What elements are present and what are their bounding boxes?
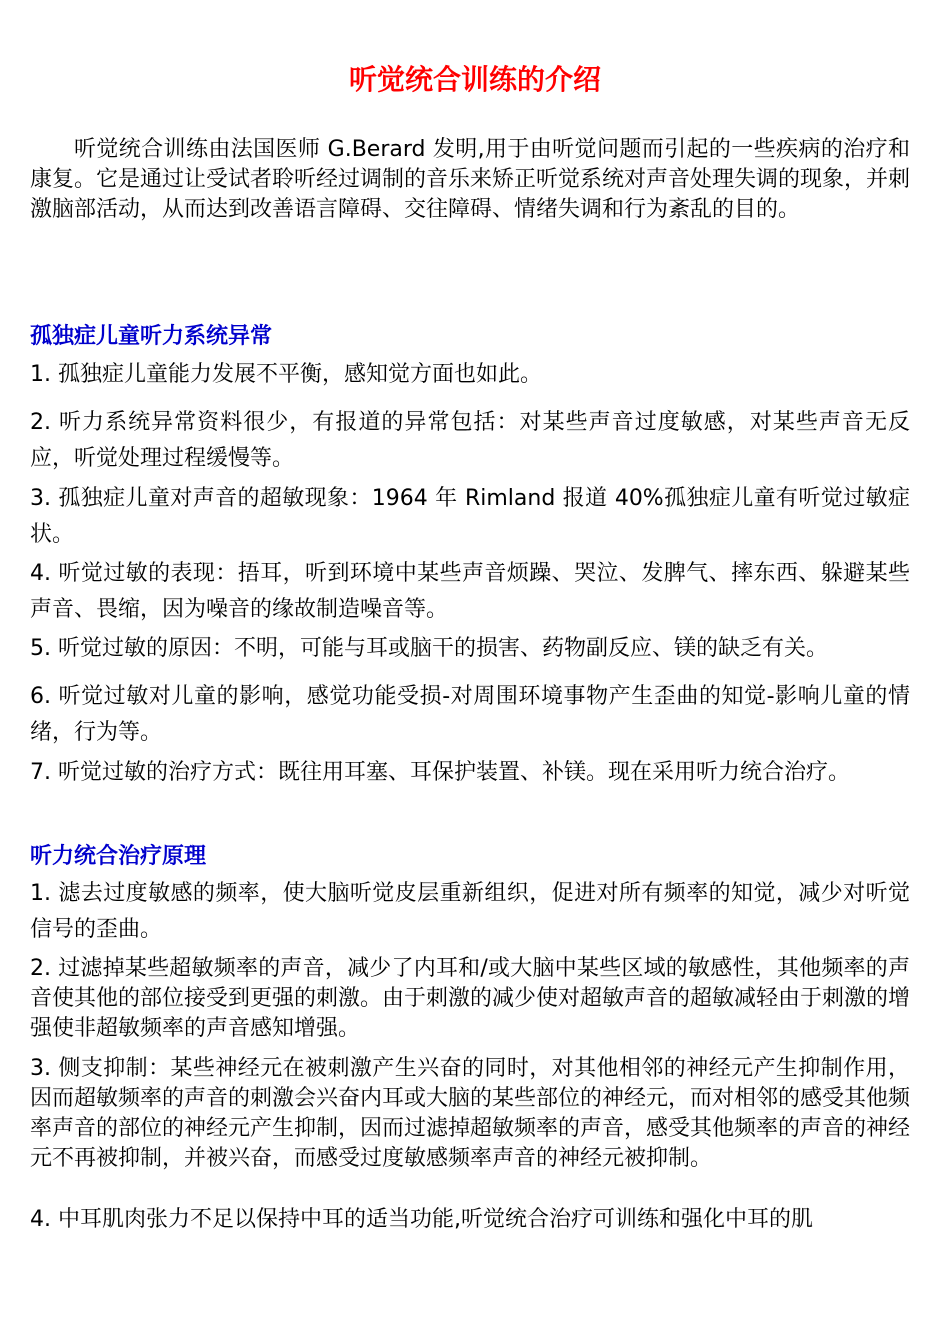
list-item: 3. 侧支抑制：某些神经元在被刺激产生兴奋的同时，对其他相邻的神经元产生抑制作用，因而超敏频率的声音的刺激会兴奋内耳或大脑的某些部位的神经元，而对相邻的感受其他频率声音的部位的神经元产生抑制，因而过滤掉超敏频率的声音，感受其他频率的声音的神经元不再被抑制，并被兴奋，而感受过度敏感频率声音的神经元被抑制。 — [30, 1056, 911, 1171]
list-item: 3. 孤独症儿童对声音的超敏现象：1964 年 Rimland 报道 40%孤独症儿童有听觉过敏症状。 — [30, 486, 910, 547]
list-item: 1. 孤独症儿童能力发展不平衡，感知觉方面也如此。 — [30, 362, 542, 387]
list-item: 2. 听力系统异常资料很少，有报道的异常包括：对某些声音过度敏感，对某些声音无反应，听觉处理过程缓慢等。 — [30, 410, 910, 471]
list-item: 4. 听觉过敏的表现：捂耳，听到环境中某些声音烦躁、哭泣、发脾气、摔东西、躲避某些声音、畏缩，因为噪音的缘故制造噪音等。 — [30, 561, 910, 622]
document-title: 听觉统合训练的介绍 — [348, 63, 601, 96]
list-item: 2. 过滤掉某些超敏频率的声音，减少了内耳和/或大脑中某些区域的敏感性，其他频率的声音使其他的部位接受到更强的刺激。由于刺激的减少使对超敏声音的超敏减轻由于刺激的增强使非超敏频率的声音感知增强。 — [30, 956, 911, 1041]
list-item: 7. 听觉过敏的治疗方式：既往用耳塞、耳保护装置、补镁。现在采用听力统合治疗。 — [30, 760, 850, 785]
list-item: 5. 听觉过敏的原因：不明，可能与耳或脑干的损害、药物副反应、镁的缺乏有关。 — [30, 636, 828, 661]
list-item: 6. 听觉过敏对儿童的影响，感觉功能受损-对周围环境事物产生歪曲的知觉-影响儿童的情绪，行为等。 — [30, 684, 910, 745]
intro-paragraph: 听觉统合训练由法国医师 G.Berard 发明,用于由听觉问题而引起的一些疾病的治疗和康复。它是通过让受试者聆听经过调制的音乐来矫正听觉系统对声音处理失调的现象，并刺激脑部活动，从而达到改善语言障碍、交往障碍、情绪失调和行为紊乱的目的。 — [30, 137, 911, 222]
section-heading-autism-hearing: 孤独症儿童听力系统异常 — [30, 324, 273, 349]
section-heading-therapy-principle: 听力统合治疗原理 — [30, 844, 207, 869]
list-item: 1. 滤去过度敏感的频率，使大脑听觉皮层重新组织，促进对所有频率的知觉，减少对听觉信号的歪曲。 — [30, 881, 910, 942]
list-item: 4. 中耳肌肉张力不足以保持中耳的适当功能,听觉统合治疗可训练和强化中耳的肌 — [30, 1207, 813, 1232]
